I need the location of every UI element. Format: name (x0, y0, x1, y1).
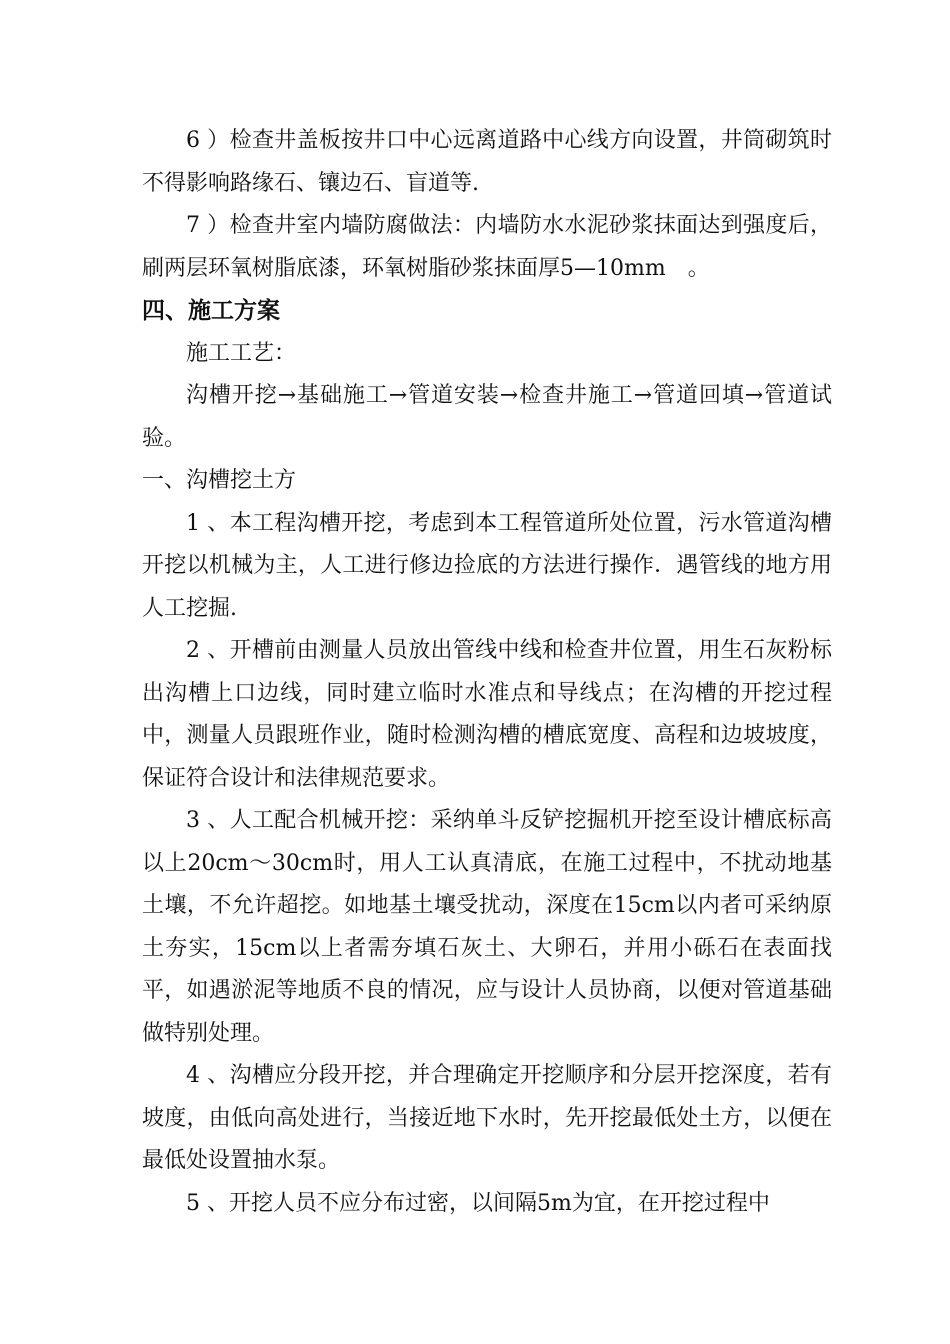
excavation-item-4: 4 、沟槽应分段开挖，并合理确定开挖顺序和分层开挖深度，若有坡度，由低向高处进行，当接近地下水时，先开挖最低处土方，以便在最低处设置抽水泵。 (142, 1063, 832, 1173)
excavation-item-5: 5 、开挖人员不应分布过密，以间隔5m为宜，在开挖过程中 (186, 1190, 770, 1216)
construction-process-flow: 沟槽开挖→基础施工→管道安装→检查井施工→管道回填→管道试验。 (142, 383, 832, 451)
item-7-well-wall-anticorrosion: 7 ）检查井室内墙防腐做法：内墙防水水泥砂浆抹面达到强度后，刷两层环氧树脂底漆，环氧树脂砂浆抹面厚5—10mm 。 (142, 213, 832, 281)
excavation-item-3: 3 、人工配合机械开挖：采纳单斗反铲挖掘机开挖至设计槽底标高以上20cm～30cm时，用人工认真清底，在施工过程中，不扰动地基土壤，不允许超挖。如地基土壤受扰动，深度在15cm以内者可采纳原土夯实，15cm以上者需夯填石灰土、大卵石，并用小砾石在表面找平，如遇淤泥等地质不良的情况，应与设计人员协商，以便对管道基础做特别处理。 (142, 808, 832, 1046)
subsection-trench-excavation: 一、沟槽挖土方 (142, 468, 297, 493)
item-6-check-well-cover: 6 ）检查井盖板按井口中心远离道路中心线方向设置，井筒砌筑时不得影响路缘石、镶边石、盲道等. (142, 128, 832, 196)
excavation-item-2: 2 、开槽前由测量人员放出管线中线和检查井位置，用生石灰粉标出沟槽上口边线，同时建立临时水准点和导线点；在沟槽的开挖过程中，测量人员跟班作业，随时检测沟槽的槽底宽度、高程和边坡坡度，保证符合设计和法律规范要求。 (142, 638, 832, 791)
section-heading-construction-plan: 四、施工方案 (142, 298, 280, 324)
excavation-item-1: 1 、本工程沟槽开挖，考虑到本工程管道所处位置，污水管道沟槽开挖以机械为主，人工进行修边捡底的方法进行操作．遇管线的地方用人工挖掘. (142, 510, 832, 621)
construction-process-label: 施工工艺： (186, 340, 297, 366)
document-page (142, 120, 832, 1225)
